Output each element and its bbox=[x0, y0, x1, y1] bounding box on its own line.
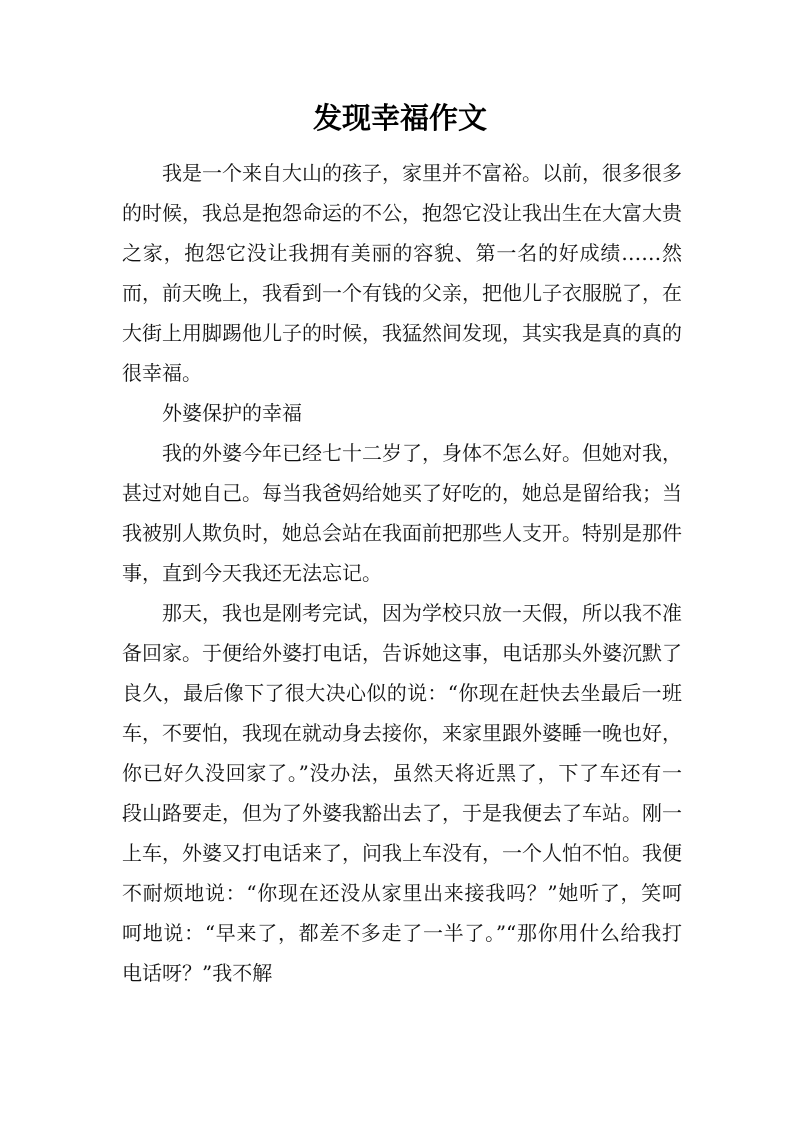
paragraph-intro: 我是一个来自大山的孩子，家里并不富裕。以前，很多很多的时候，我总是抱怨命运的不公，抱怨它没让我出生在大富大贵之家，抱怨它没让我拥有美丽的容貌、第一名的好成绩……然而，前天晚上，我看到一个有钱的父亲，把他儿子衣服脱了，在大街上用脚踢他儿子的时候，我猛然间发现，其实我是真的真的很幸福。 bbox=[122, 161, 682, 385]
document-title: 发现幸福作文 bbox=[312, 101, 487, 135]
paragraph-that-day: 那天，我也是刚考完试，因为学校只放一天假，所以我不准备回家。于便给外婆打电话，告诉她这事，电话那头外婆沉默了良久，最后像下了很大决心似的说：“你现在赶快去坐最后一班车，不要怕，我现在就动身去接你，来家里跟外婆睡一晚也好，你已好久没回家了。”没办法，虽然天将近黑了，下了车还有一段山路要走，但为了外婆我豁出去了，于是我便去了车站。刚一上车，外婆又打电话来了，问我上车没有，一个人怕不怕。我便不耐烦地说：“你现在还没从家里出来接我吗？”她听了，笑呵呵地说：“早来了，都差不多走了一半了。”“那你用什么给我打电话呀？”我不解 bbox=[122, 601, 682, 985]
section-heading: 外婆保护的幸福 bbox=[162, 401, 302, 425]
paragraph-grandma: 我的外婆今年已经七十二岁了，身体不怎么好。但她对我，甚过对她自己。每当我爸妈给她买了好吃的，她总是留给我；当我被别人欺负时，她总会站在我面前把那些人支开。特别是那件事，直到今天我还无法忘记。 bbox=[122, 441, 682, 585]
document-body bbox=[122, 153, 682, 993]
